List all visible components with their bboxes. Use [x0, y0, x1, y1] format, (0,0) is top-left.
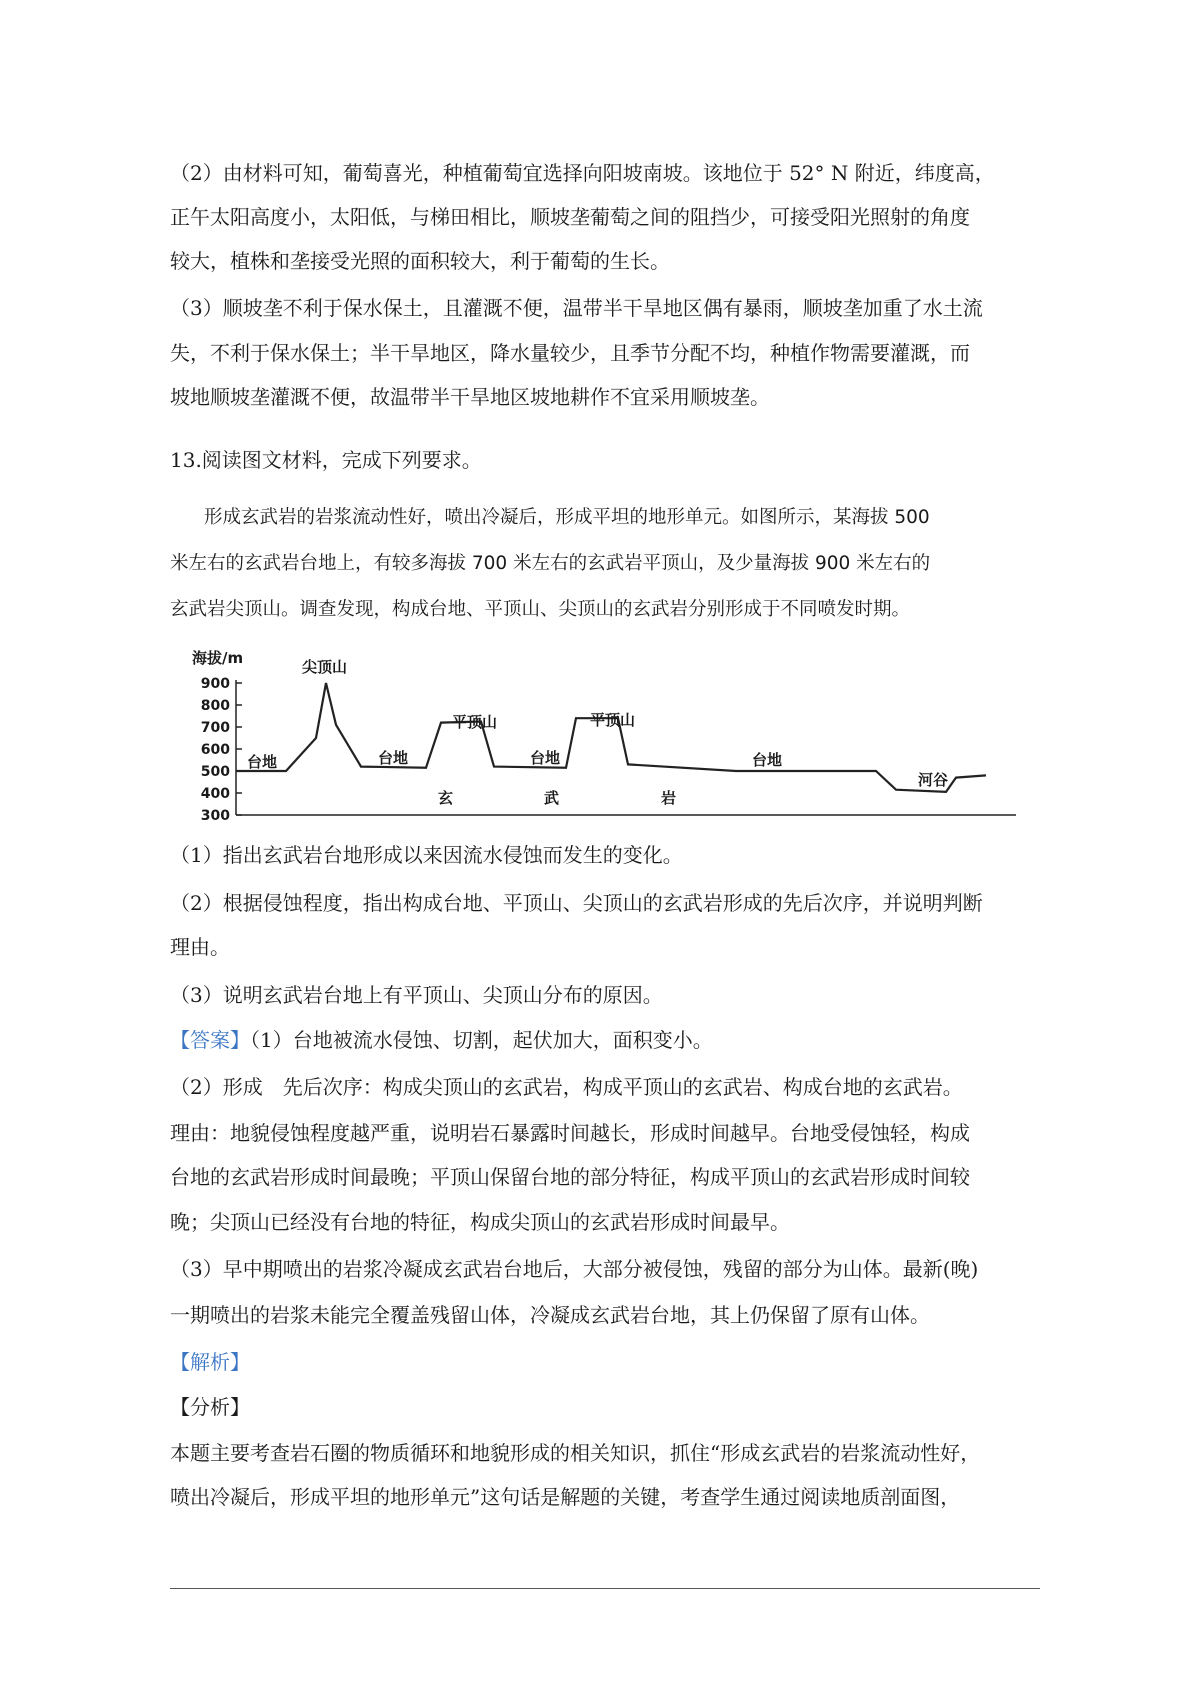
question-title: 13.阅读图文材料，完成下列要求。	[170, 448, 482, 472]
answer-line: 晚；尖顶山已经没有台地的特征，构成尖顶山的玄武岩形成时间最早。	[170, 1210, 790, 1234]
analysis-sub-label: 【分析】	[170, 1395, 250, 1419]
landform-label-tableland: 台地	[752, 751, 783, 769]
text-line: 较大，植株和垄接受光照的面积较大，利于葡萄的生长。	[170, 249, 670, 273]
material-line: 玄武岩尖顶山。调查发现，构成台地、平顶山、尖顶山的玄武岩分别形成于不同喷发时期。	[170, 599, 911, 620]
landform-label-mesa: 平顶山	[590, 711, 636, 729]
answer-line	[170, 1028, 713, 1052]
landform-label-tableland: 台地	[247, 753, 278, 771]
y-axis-label: 海拔/m	[192, 649, 244, 667]
answer-line: 台地的玄武岩形成时间最晚；平顶山保留台地的部分特征，构成平顶山的玄武岩形成时间较	[170, 1165, 970, 1189]
y-tick-label: 900	[200, 676, 230, 692]
answer-text: （1）台地被流水侵蚀、切割，起伏加大，面积变小。	[250, 1028, 713, 1052]
landform-label-tableland: 台地	[530, 749, 561, 767]
landform-label-tableland: 台地	[378, 749, 409, 767]
y-tick-label: 700	[200, 720, 230, 736]
y-tick-label: 500	[200, 764, 230, 780]
rock-label: 岩	[661, 789, 677, 807]
landform-label-peak: 尖顶山	[302, 658, 348, 676]
sub-question: （2）根据侵蚀程度，指出构成台地、平顶山、尖顶山的玄武岩形成的先后次序，并说明判断	[170, 891, 983, 915]
text-line: （3）顺坡垄不利于保水保土，且灌溉不便，温带半干旱地区偶有暴雨，顺坡垄加重了水土流	[170, 296, 983, 320]
rock-label: 武	[544, 789, 560, 807]
landform-label-valley: 河谷	[918, 771, 949, 789]
sub-question: （1）指出玄武岩台地形成以来因流水侵蚀而发生的变化。	[170, 843, 683, 867]
y-tick-label: 400	[200, 786, 230, 802]
answer-line: （2）形成 先后次序：构成尖顶山的玄武岩，构成平顶山的玄武岩、构成台地的玄武岩。	[170, 1075, 963, 1099]
material-line: 米左右的玄武岩台地上，有较多海拔 700 米左右的玄武岩平顶山，及少量海拔 900 米左右的	[170, 553, 931, 574]
elevation-profile-chart	[180, 645, 1030, 825]
sub-question: （3）说明玄武岩台地上有平顶山、尖顶山分布的原因。	[170, 983, 663, 1007]
y-tick-label: 300	[200, 808, 230, 824]
answer-label: 【答案】	[170, 1028, 250, 1052]
landform-label-mesa: 平顶山	[452, 713, 498, 731]
answer-line: （3）早中期喷出的岩浆冷凝成玄武岩台地后，大部分被侵蚀，残留的部分为山体。最新(晚)	[170, 1257, 979, 1281]
y-tick-label: 800	[200, 698, 230, 714]
sub-question: 理由。	[170, 935, 230, 959]
text-line: （2）由材料可知，葡萄喜光，种植葡萄宜选择向阳坡南坡。该地位于 52° N 附近，纬度高，	[170, 161, 995, 185]
rock-label: 玄	[438, 789, 454, 807]
y-tick-label: 600	[200, 742, 230, 758]
answer-line: 一期喷出的岩浆未能完全覆盖残留山体，冷凝成玄武岩台地，其上仍保留了原有山体。	[170, 1303, 930, 1327]
text-line: 失，不利于保水保土；半干旱地区，降水量较少，且季节分配不均，种植作物需要灌溉，而	[170, 341, 970, 365]
text-line: 正午太阳高度小，太阳低，与梯田相比，顺坡垄葡萄之间的阻挡少，可接受阳光照射的角度	[170, 205, 970, 229]
footer-rule	[170, 1588, 1040, 1589]
text-line: 坡地顺坡垄灌溉不便，故温带半干旱地区坡地耕作不宜采用顺坡垄。	[170, 385, 770, 409]
answer-line: 理由：地貌侵蚀程度越严重，说明岩石暴露时间越长，形成时间越早。台地受侵蚀轻，构成	[170, 1121, 970, 1145]
analysis-line: 喷出冷凝后，形成平坦的地形单元”这句话是解题的关键，考查学生通过阅读地质剖面图，	[170, 1485, 961, 1509]
analysis-line: 本题主要考查岩石圈的物质循环和地貌形成的相关知识，抓住“形成玄武岩的岩浆流动性好，	[170, 1441, 981, 1465]
terrain-profile-line	[236, 683, 986, 792]
material-line: 形成玄武岩的岩浆流动性好，喷出冷凝后，形成平坦的地形单元。如图所示，某海拔 500	[204, 507, 930, 528]
analysis-label: 【解析】	[170, 1350, 250, 1374]
